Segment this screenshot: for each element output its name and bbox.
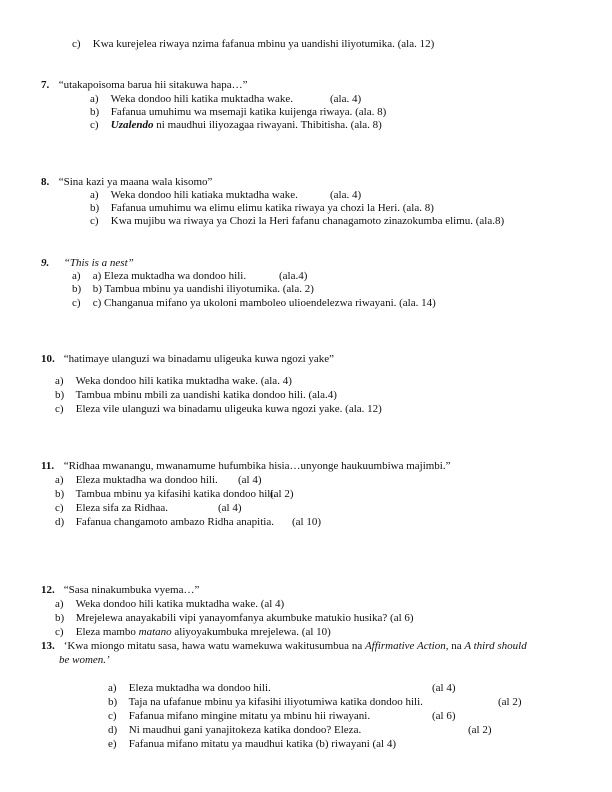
q13-item-e-marker: e) [108, 738, 117, 750]
q12-quote: “Sasa ninakumbuka vyema…” [63, 584, 200, 596]
q7-item-b-text: Fafanua umuhimu wa msemaji katika kuijenga riwaya. [110, 106, 353, 118]
q7-item-c-text: ni maudhui iliyozagaa riwayani. Thibitisha. [156, 119, 348, 131]
q13-item-b-text: Taja na ufafanue mbinu ya kifasihi iliyotumiwa katika dondoo hili. [128, 696, 423, 708]
q10-item-b [55, 389, 337, 402]
q8-item-b-marks: (ala. 8) [402, 202, 434, 214]
q13-item-d-marks: (al 2) [468, 724, 492, 736]
q7-item-c-emphasis: Uzalendo [110, 119, 154, 131]
q13-quote-title-2a: A third should [464, 640, 527, 652]
q7-item-a [90, 93, 362, 106]
q6-item-c-marks: (ala. 12) [397, 38, 435, 50]
q13-quote-title-1: Affirmative Action, [364, 640, 449, 652]
q11-number: 11. [41, 460, 55, 472]
q9-quote: “This is a nest” [63, 257, 134, 269]
q13-item-c-text: Fafanua mifano mingine mitatu ya mbinu hii riwayani. [128, 710, 371, 722]
q8-item-c [90, 215, 504, 228]
q7-item-b [90, 106, 386, 119]
q13-item-d [108, 724, 492, 737]
q9-item-c-text: c) Changanua mifano ya ukoloni mamboleo ulioendelezwa riwayani. [92, 297, 397, 309]
q11-item-c [55, 502, 242, 515]
q9-item-a [72, 270, 308, 283]
q8-heading [41, 176, 212, 189]
q11-item-d-marker: d) [55, 516, 65, 528]
q11-item-a [55, 474, 262, 487]
q11-item-b-marks: (al 2) [270, 488, 294, 500]
q12-item-b-text: Mrejelewa anayakabili vipi yanayomfanya akumbuke matukio husika? (al 6) [75, 612, 414, 624]
q7-item-c [90, 119, 382, 132]
q13-item-d-text: Ni maudhui gani yanajitokeza katika dondoo? Eleza. [128, 724, 362, 736]
q8-item-b [90, 202, 434, 215]
q12-number: 12. [41, 584, 55, 596]
q13-heading [41, 640, 527, 653]
q10-item-b-text: Tambua mbinu mbili za uandishi katika dondoo hili. (ala.4) [75, 389, 337, 401]
q11-item-a-marker: a) [55, 474, 64, 486]
q10-item-a-marker: a) [55, 375, 64, 387]
q10-item-c [55, 403, 382, 416]
q12-item-c-emphasis: matano [138, 626, 172, 638]
q9-heading [41, 257, 134, 270]
q12-item-b-marker: b) [55, 612, 65, 624]
q13-item-c [108, 710, 456, 723]
q10-item-a-text: Weka dondoo hili katika muktadha wake. (ala. 4) [75, 375, 292, 387]
q9-number: 9. [41, 257, 50, 269]
q12-item-c-text: aliyoyakumbuka mrejelewa. [174, 626, 300, 638]
q8-item-a-marker: a) [90, 189, 99, 201]
q8-quote: “Sina kazi ya maana wala kisomo” [58, 176, 213, 188]
q7-item-c-marker: c) [90, 119, 99, 131]
q11-item-c-marks: (al 4) [218, 502, 242, 514]
q8-item-c-text: Kwa mujibu wa riwaya ya Chozi la Heri fafanu chanagamoto zinazokumba elimu. [110, 215, 474, 227]
q13-quote-continued [59, 654, 110, 667]
q13-item-d-marker: d) [108, 724, 118, 736]
q13-item-a [108, 682, 456, 695]
q7-item-a-marker: a) [90, 93, 99, 105]
q11-item-b-text: Tambua mbinu ya kifasihi katika dondoo hili. [75, 488, 277, 500]
q12-item-c-marks: (al 10) [301, 626, 331, 638]
q7-quote: “utakapoisoma barua hii sitakuwa hapa…” [58, 79, 248, 91]
q11-item-a-text: Eleza muktadha wa dondoo hili. [75, 474, 218, 486]
q12-item-c [55, 626, 331, 639]
q7-number: 7. [41, 79, 50, 91]
q7-item-b-marker: b) [90, 106, 100, 118]
q12-heading [41, 584, 199, 597]
q7-heading [41, 79, 248, 92]
q10-item-c-text: Eleza vile ulanguzi wa binadamu uligeuka kuwa ngozi yake. (ala. 12) [75, 403, 382, 415]
q13-quote-title-2b: be women.’ [59, 654, 110, 666]
q13-item-e-text: Fafanua mifano mitatu ya maudhui katika (b) riwayani (al 4) [128, 738, 397, 750]
q11-item-c-text: Eleza sifa za Ridhaa. [75, 502, 168, 514]
q13-item-c-marks: (al 6) [432, 710, 456, 722]
q8-item-a-marks: (ala. 4) [330, 189, 362, 201]
q8-item-b-text: Fafanua umuhimu wa elimu elimu katika riwaya ya chozi la Heri. [110, 202, 401, 214]
q9-item-a-text: a) Eleza muktadha wa dondoo hili. [92, 270, 247, 282]
q9-item-a-marker: a) [72, 270, 81, 282]
q13-item-a-marker: a) [108, 682, 117, 694]
q9-item-b [72, 283, 314, 296]
q9-item-b-marker: b) [72, 283, 82, 295]
q7-item-c-marks: (ala. 8) [350, 119, 382, 131]
q10-quote: “hatimaye ulanguzi wa binadamu uligeuka kuwa ngozi yake” [63, 353, 335, 365]
q12-item-a [55, 598, 284, 611]
q13-quote-mid: na [451, 640, 462, 652]
q6-item-c-text: Kwa kurejelea riwaya nzima fafanua mbinu ya uandishi iliyotumika. [92, 38, 395, 50]
q7-item-b-marks: (ala. 8) [355, 106, 387, 118]
q12-item-a-marker: a) [55, 598, 64, 610]
q12-item-b [55, 612, 414, 625]
q11-quote: “Ridhaa mwanangu, mwanamume hufumbika hisia…unyonge haukuumbiwa majimbi.” [63, 460, 451, 472]
q12-item-a-text: Weka dondoo hili katika muktadha wake. (al 4) [75, 598, 285, 610]
q11-item-b [55, 488, 294, 501]
q9-item-c [72, 297, 436, 310]
q10-heading [41, 353, 334, 366]
q7-item-a-text: Weka dondoo hili katika muktadha wake. [110, 93, 293, 105]
q8-item-c-marker: c) [90, 215, 99, 227]
q11-item-c-marker: c) [55, 502, 64, 514]
q10-item-c-marker: c) [55, 403, 64, 415]
q8-item-a [90, 189, 362, 202]
q9-item-b-marks: (ala. 2) [282, 283, 314, 295]
q9-item-c-marks: (ala. 14) [399, 297, 436, 309]
q11-item-b-marker: b) [55, 488, 65, 500]
q13-item-b-marker: b) [108, 696, 118, 708]
q8-item-c-marks: (ala.8) [475, 215, 505, 227]
q13-item-b [108, 696, 522, 709]
q10-item-a [55, 375, 292, 388]
q9-item-c-marker: c) [72, 297, 81, 309]
q10-number: 10. [41, 353, 55, 365]
q10-item-b-marker: b) [55, 389, 65, 401]
q6-item-c [72, 38, 434, 51]
q13-item-e [108, 738, 396, 751]
q11-item-d [55, 516, 322, 529]
q8-item-a-text: Weka dondoo hili katiaka muktadha wake. [110, 189, 298, 201]
q13-item-b-marks: (al 2) [498, 696, 522, 708]
q13-number: 13. [41, 640, 55, 652]
q11-item-d-marks: (al 10) [292, 516, 322, 528]
q12-item-c-marker: c) [55, 626, 64, 638]
q13-item-c-marker: c) [108, 710, 117, 722]
q11-heading [41, 460, 451, 473]
q13-item-a-text: Eleza muktadha wa dondoo hili. [128, 682, 271, 694]
q11-item-a-marks: (al 4) [238, 474, 262, 486]
q7-item-a-marks: (ala. 4) [330, 93, 362, 105]
q6-item-c-marker: c) [72, 38, 81, 50]
q13-quote-pre: ‘Kwa miongo mitatu sasa, hawa watu wamekuwa wakitusumbua na [63, 640, 363, 652]
q9-item-b-text: b) Tambua mbinu ya uandishi iliyotumika. [92, 283, 280, 295]
q12-item-c-pre: Eleza mambo [75, 626, 136, 638]
q13-item-a-marks: (al 4) [432, 682, 456, 694]
q8-number: 8. [41, 176, 50, 188]
q8-item-b-marker: b) [90, 202, 100, 214]
q9-item-a-marks: (ala.4) [279, 270, 308, 282]
q11-item-d-text: Fafanua changamoto ambazo Ridha anapitia. [75, 516, 274, 528]
